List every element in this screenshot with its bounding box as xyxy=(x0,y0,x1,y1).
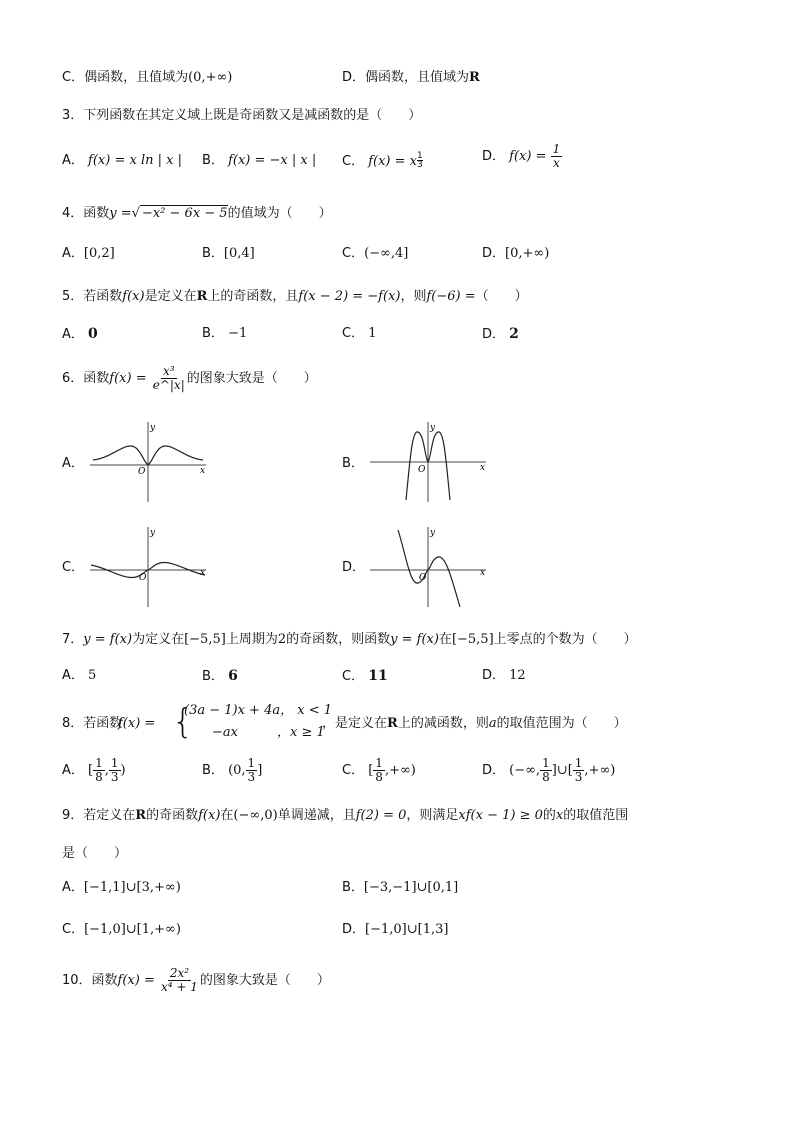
stem-text: 在 xyxy=(220,808,234,823)
option-math: [−1,0]∪[1,+∞) xyxy=(84,922,181,937)
fraction-denominator: x xyxy=(553,156,560,170)
option-math: 5 xyxy=(88,668,97,683)
stem-math: f(x − 2) = −f(x) xyxy=(298,289,401,304)
q10-stem xyxy=(62,967,330,994)
stem-text: 的图象大致是（ ） xyxy=(186,371,317,386)
stem-text: 上零点的个数为（ ） xyxy=(493,632,637,647)
stem-text: 的图象大致是（ ） xyxy=(199,973,330,988)
bracket: [ xyxy=(368,763,374,778)
option-math: [−1,1]∪[3,+∞) xyxy=(83,880,181,895)
option-math: [0,4] xyxy=(223,246,255,261)
option-math: f(x) = −x | x | xyxy=(228,153,317,168)
y-axis-label: y xyxy=(430,423,436,433)
option-label: D． xyxy=(482,246,506,261)
q9-option-a xyxy=(62,879,181,897)
option-math: −1 xyxy=(228,326,248,341)
stem-text: 10．函数 xyxy=(62,973,118,988)
fraction-numerator: 1 xyxy=(574,756,583,770)
x-axis-label: x xyxy=(200,568,206,578)
stem-text: 上的奇函数，且 xyxy=(207,289,299,304)
stem-math: f(−6) = xyxy=(426,289,476,304)
q5-option-d xyxy=(482,325,519,344)
option-label: D． xyxy=(342,70,366,85)
exponent-den: 3 xyxy=(417,160,423,170)
q5-option-b xyxy=(202,325,247,343)
q6-label-d: D． xyxy=(342,560,366,575)
stem-math: f(x) = xyxy=(118,716,156,731)
stem-math: R xyxy=(135,808,147,823)
y-axis-label: y xyxy=(150,423,156,433)
stem-text: 的取值范围 xyxy=(563,808,629,823)
option-math: [0,2] xyxy=(83,246,115,261)
option-label: C． xyxy=(62,70,85,85)
stem-text: 的取值范围为（ ） xyxy=(496,716,627,731)
option-label: B． xyxy=(202,669,224,684)
stem-text: 上周期为 xyxy=(225,632,278,647)
separator: , xyxy=(104,763,109,778)
stem-text: 的 xyxy=(542,808,556,823)
q2-option-d xyxy=(342,69,480,87)
option-math: 6 xyxy=(228,668,238,684)
bracket: ) xyxy=(120,763,126,778)
option-label: A． xyxy=(62,668,84,683)
q8-option-d xyxy=(482,757,615,784)
fraction-numerator: 1 xyxy=(375,756,383,770)
stem-text: 5．若函数 xyxy=(62,289,123,304)
interval-end: ,+∞) xyxy=(584,763,616,778)
fraction-denominator: 8 xyxy=(542,770,550,784)
fraction-denominator: 8 xyxy=(375,770,383,784)
left-brace: { xyxy=(172,702,194,742)
stem-math: [−5,5] xyxy=(184,632,226,647)
option-math: f(x) = x ln | x | xyxy=(88,153,182,168)
option-label: B． xyxy=(342,880,364,895)
bracket: [ xyxy=(88,763,94,778)
option-label: A． xyxy=(62,246,84,261)
stem-text: 是定义在 xyxy=(144,289,197,304)
fraction-numerator: 1 xyxy=(95,756,103,770)
stem-text: 在 xyxy=(438,632,452,647)
stem-text: 上的减函数，则 xyxy=(397,716,489,731)
q6-label-b: B． xyxy=(342,456,364,471)
q5-stem xyxy=(62,288,528,306)
option-label: B． xyxy=(202,153,224,168)
option-label: A． xyxy=(62,327,84,342)
stem-math: (−∞,0) xyxy=(233,808,278,823)
q3-option-b xyxy=(202,152,316,170)
stem-tail xyxy=(322,715,627,733)
interval-start: (−∞, xyxy=(509,763,541,778)
q7-option-b xyxy=(202,667,238,686)
option-label: B． xyxy=(202,246,224,261)
option-label: A． xyxy=(62,763,84,778)
option-text: 偶函数，且值域为 xyxy=(365,70,470,85)
q9-stem xyxy=(62,807,628,825)
q6-graph-d xyxy=(368,525,493,610)
q6-graph-a xyxy=(88,420,213,505)
stem-math: y = f(x) xyxy=(390,632,439,647)
q9-option-b xyxy=(342,879,458,897)
stem-math: f(x) xyxy=(198,808,221,823)
q7-option-a xyxy=(62,667,96,685)
stem-math: R xyxy=(387,716,398,731)
exponent-num: 1 xyxy=(417,151,423,161)
option-label: B． xyxy=(202,763,224,778)
fraction-numerator: 1 xyxy=(542,756,550,770)
question-number: 7． xyxy=(62,632,84,647)
stem-text: 为定义在 xyxy=(132,632,185,647)
stem-text: 9．若定义在 xyxy=(62,808,136,823)
q4-stem: 4．函数y =√ −x² − 6x − 5的值域为（ ） xyxy=(62,206,332,221)
union: ]∪[ xyxy=(551,763,573,778)
q6-graph-c xyxy=(88,525,213,610)
option-label: C． xyxy=(342,763,365,778)
fraction-numerator: 1 xyxy=(552,142,561,156)
stem-text: 6．函数 xyxy=(62,371,110,386)
q4-option-d xyxy=(482,245,549,263)
q2-option-c xyxy=(62,69,232,87)
option-label: C． xyxy=(342,154,365,169)
origin-label: O xyxy=(418,465,426,475)
stem-math: f(x) = xyxy=(109,371,147,386)
stem-text: 的奇函数 xyxy=(146,808,199,823)
stem-text: （ ） xyxy=(475,289,528,304)
option-label: D． xyxy=(482,763,506,778)
q6-label-a: A． xyxy=(62,456,84,471)
option-label: C． xyxy=(342,669,365,684)
option-label: C． xyxy=(342,246,365,261)
option-math: (0,+∞) xyxy=(188,70,233,85)
fraction-denominator: 3 xyxy=(247,770,256,784)
q8-option-a xyxy=(62,757,126,784)
option-math: 11 xyxy=(368,668,388,684)
fraction-denominator: x⁴ + 1 xyxy=(161,980,198,994)
origin-label: O xyxy=(139,573,147,583)
fraction-numerator: 2x² xyxy=(169,966,190,980)
interval-start: (0, xyxy=(228,763,246,778)
interval-end: ,+∞) xyxy=(384,763,416,778)
q9-option-d xyxy=(342,921,448,939)
stem-text: 单调递减，且 xyxy=(277,808,356,823)
q5-option-c xyxy=(342,325,377,343)
q5-option-a xyxy=(62,325,98,344)
q7-option-d xyxy=(482,667,526,685)
stem-math: R xyxy=(196,289,208,304)
option-math: (−∞,4] xyxy=(364,246,409,261)
stem-math: a xyxy=(488,716,497,731)
stem-text: ，则满足 xyxy=(406,808,459,823)
origin-label: O xyxy=(138,467,146,477)
stem-math: f(x) = xyxy=(117,973,155,988)
option-math: f(x) = x xyxy=(368,154,417,169)
option-label: A． xyxy=(62,153,84,168)
stem-math: 2 xyxy=(277,632,287,647)
option-label: C． xyxy=(342,326,365,341)
stem-math: x xyxy=(555,808,564,823)
option-math: 2 xyxy=(509,326,519,342)
piecewise-case-2: −ax ，x ≥ 1 xyxy=(212,725,325,740)
q3-option-a xyxy=(62,152,182,170)
q3-option-d xyxy=(482,143,562,170)
option-math: [−1,0]∪[1,3] xyxy=(365,922,449,937)
option-label: B． xyxy=(202,326,224,341)
piecewise-case-1: (3a − 1)x + 4a， x < 1 xyxy=(184,703,332,718)
stem-math: [−5,5] xyxy=(451,632,494,647)
q9-option-c xyxy=(62,921,181,939)
stem-math: f(2) = 0 xyxy=(355,808,407,823)
x-axis-label: x xyxy=(480,568,486,578)
q7-stem xyxy=(62,631,637,649)
x-axis-label: x xyxy=(200,466,206,476)
fraction-denominator: 3 xyxy=(574,770,583,784)
stem-math: y = f(x) xyxy=(83,632,133,647)
option-label: D． xyxy=(482,149,506,164)
x-axis-label: x xyxy=(480,463,486,473)
y-axis-label: y xyxy=(150,528,156,538)
radicand: −x² − 6x − 5 xyxy=(141,206,228,221)
option-math: [−3,−1]∪[0,1] xyxy=(363,880,459,895)
q9-stem-line2: 是（ ） xyxy=(62,846,128,861)
fraction-denominator: e^|x| xyxy=(152,378,185,392)
q4-option-a xyxy=(62,245,115,263)
option-math: f(x) = xyxy=(509,149,547,164)
q6-stem xyxy=(62,365,317,392)
option-label: D． xyxy=(342,922,366,937)
q4-option-c xyxy=(342,245,408,263)
q8-option-c xyxy=(342,757,416,784)
fraction-numerator: 1 xyxy=(247,756,256,770)
q6-graph-b xyxy=(368,420,493,505)
q3-option-c xyxy=(342,152,423,171)
stem-text: 的值域为（ ） xyxy=(227,206,332,221)
option-label: A． xyxy=(62,880,84,895)
option-label: C． xyxy=(62,922,85,937)
option-label: D． xyxy=(482,327,506,342)
option-math: R xyxy=(469,70,480,85)
option-math: [0,+∞) xyxy=(505,246,550,261)
stem-text: 8．若函数 xyxy=(62,716,123,731)
stem-math: y = xyxy=(109,206,132,221)
stem-text: 4．函数 xyxy=(62,206,110,221)
q8-option-b xyxy=(202,757,262,784)
stem-math: f(x) xyxy=(122,289,145,304)
stem-text: ，则 xyxy=(400,289,427,304)
option-math: 0 xyxy=(88,326,98,342)
q3-stem: 3．下列函数在其定义域上既是奇函数又是减函数的是（ ） xyxy=(62,108,422,123)
stem-math: xf(x − 1) ≥ 0 xyxy=(458,808,543,823)
q6-label-c: C． xyxy=(62,560,85,575)
stem-text: 的奇函数，则函数 xyxy=(286,632,391,647)
fraction-numerator: 1 xyxy=(110,756,119,770)
q4-option-b xyxy=(202,245,255,263)
option-math: 1 xyxy=(368,326,377,341)
q7-option-c xyxy=(342,667,388,686)
fraction-numerator: x³ xyxy=(162,364,175,378)
stem-text: ，是定义在 xyxy=(322,716,388,731)
fraction-denominator: 8 xyxy=(95,770,103,784)
option-math: 12 xyxy=(509,668,526,683)
y-axis-label: y xyxy=(430,528,436,538)
bracket: ] xyxy=(257,763,263,778)
option-label: D． xyxy=(482,668,506,683)
option-text: 偶函数，且值域为 xyxy=(84,70,189,85)
origin-label: O xyxy=(419,573,427,583)
fraction-denominator: 3 xyxy=(110,770,119,784)
